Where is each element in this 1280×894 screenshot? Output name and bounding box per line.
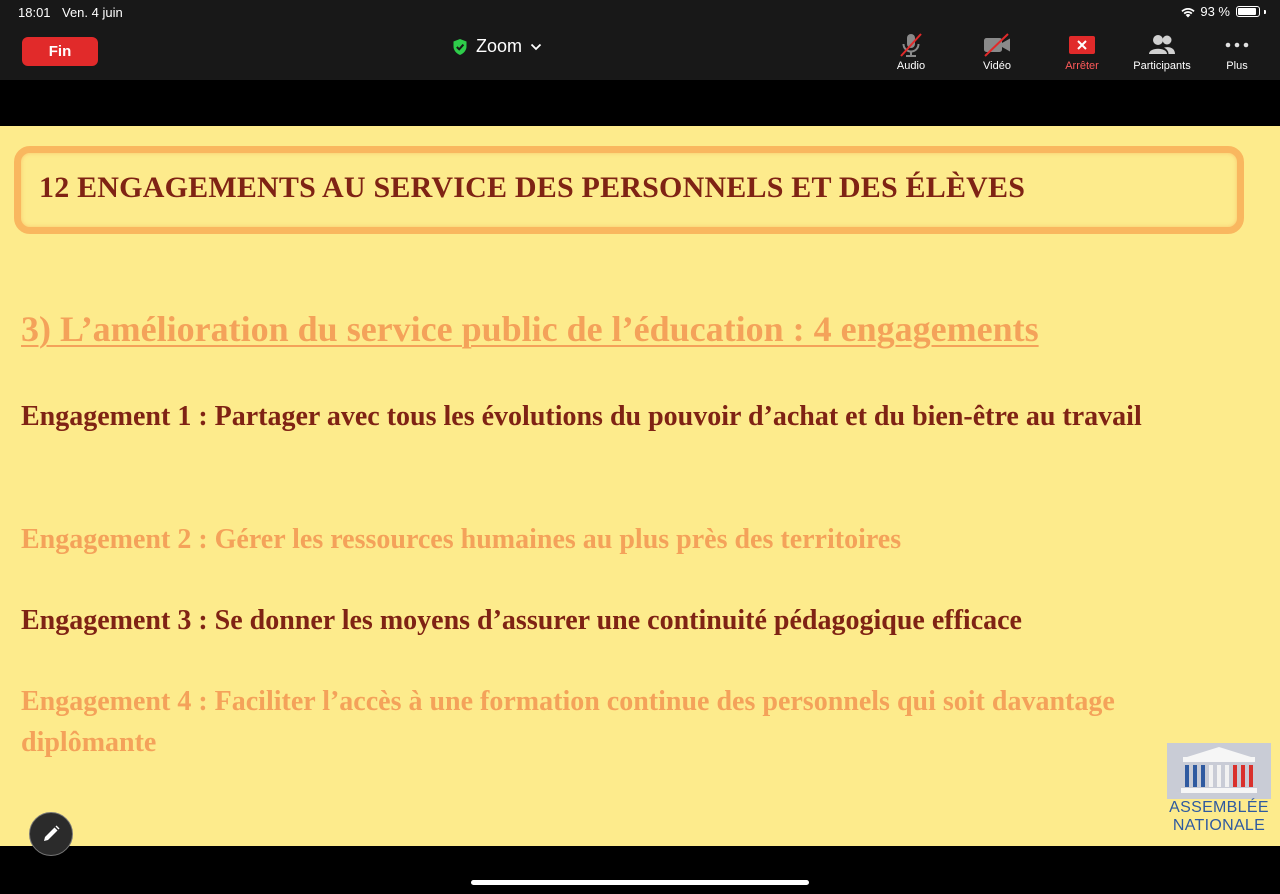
letterbox-band [0, 80, 1280, 126]
meeting-title-dropdown[interactable] [452, 36, 542, 57]
engagement-4: Engagement 4 : Faciliter l’accès à une formation continue des personnels qui soit davantage diplômante [21, 686, 1115, 758]
stop-share-button[interactable] [1042, 32, 1122, 72]
participants-icon [1147, 32, 1177, 58]
battery-fill [1238, 8, 1256, 15]
home-indicator[interactable] [471, 880, 809, 885]
assembly-building-icon [1167, 743, 1271, 799]
engagement-2: Engagement 2 : Gérer les ressources humaines au plus près des territoires [21, 524, 902, 555]
logo-line-1: ASSEMBLÉE [1169, 799, 1269, 816]
shared-slide [0, 126, 1280, 846]
status-bar [0, 0, 1280, 26]
annotate-button[interactable] [29, 812, 73, 856]
more-button[interactable] [1197, 32, 1277, 72]
engagement-1: Engagement 1 : Partager avec tous les évolutions du pouvoir d’achat et du bien-être au travail [21, 401, 1142, 432]
slide-title: 12 ENGAGEMENTS AU SERVICE DES PERSONNELS ET DES ÉLÈVES [39, 171, 1026, 204]
meeting-title: Zoom [476, 36, 523, 56]
assemblee-nationale-logo [1167, 743, 1271, 835]
battery-percent: 93 % [1200, 4, 1230, 19]
logo-line-2: NATIONALE [1172, 817, 1266, 834]
logo-text [1167, 799, 1271, 835]
video-label: Vidéo [983, 60, 1011, 72]
video-off-icon [982, 32, 1012, 58]
participants-button[interactable] [1122, 32, 1202, 72]
shield-check-icon [452, 38, 468, 56]
more-label: Plus [1226, 60, 1248, 72]
chevron-down-icon [530, 43, 542, 51]
participants-label: Participants [1133, 60, 1191, 72]
end-meeting-button[interactable]: Fin [22, 37, 98, 66]
zoom-toolbar [0, 26, 1280, 80]
status-time: 18:01 [18, 5, 51, 20]
audio-button[interactable] [871, 32, 951, 72]
battery-tip [1264, 10, 1266, 14]
slide-title-frame [14, 146, 1244, 234]
video-button[interactable] [957, 32, 1037, 72]
stop-share-icon [1068, 32, 1096, 58]
microphone-muted-icon [897, 32, 925, 58]
status-date: Ven. 4 juin [62, 5, 123, 20]
audio-label: Audio [896, 60, 926, 72]
engagement-3: Engagement 3 : Se donner les moyens d’assurer une continuité pédagogique efficace [21, 605, 1022, 636]
pencil-icon [41, 824, 61, 844]
wifi-icon [1180, 6, 1196, 18]
stop-share-label: Arrêter [1065, 60, 1099, 72]
battery-icon [1236, 6, 1260, 17]
more-dots-icon [1223, 32, 1251, 58]
status-indicators [1180, 4, 1266, 19]
section-heading: 3) L’amélioration du service public de l’éducation : 4 engagements [21, 309, 1039, 349]
